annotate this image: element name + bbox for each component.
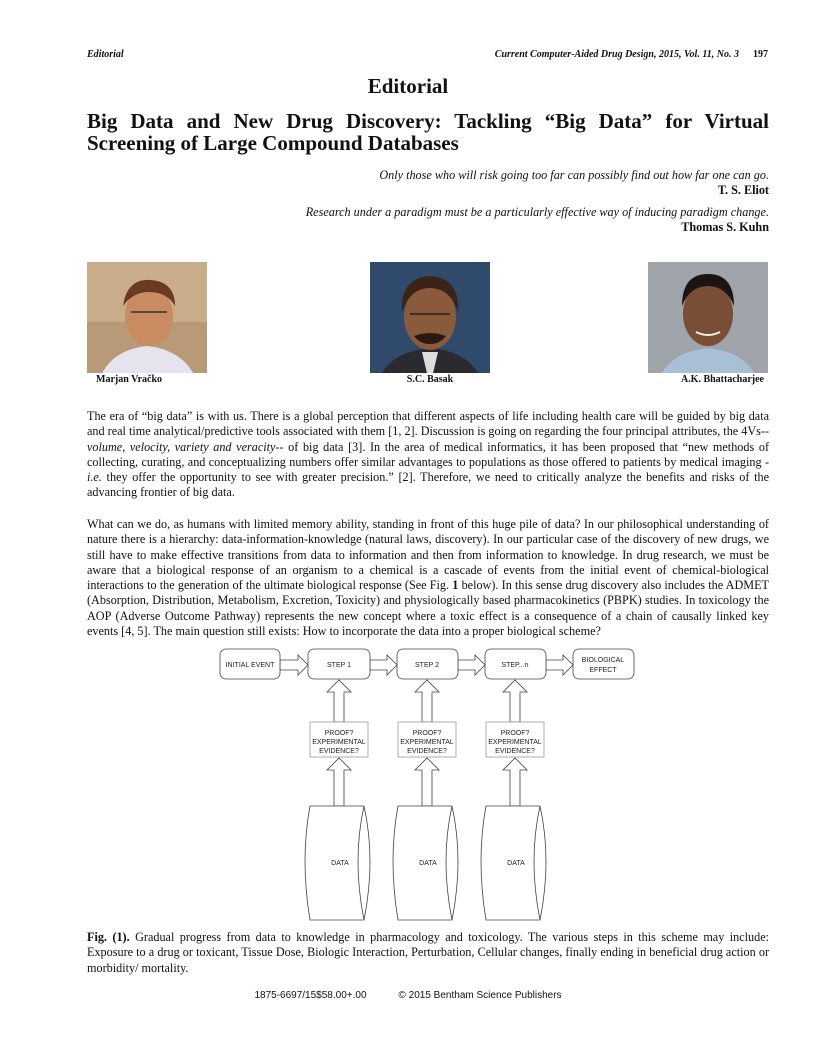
epigraph-1 (87, 168, 769, 198)
portrait-image (87, 262, 207, 386)
page-number: 197 (753, 49, 768, 60)
article-title: Big Data and New Drug Discovery: Tackling “Big Data” for Virtual Screening of Large Compound Databases (87, 109, 769, 155)
portrait-image (648, 262, 768, 386)
arrow-up-icon (415, 680, 439, 722)
portrait-image (370, 262, 490, 386)
proof-label: PROOF? (500, 730, 530, 737)
journal-citation: Current Computer-Aided Drug Design, 2015, Vol. 11, No. 3 (494, 49, 739, 60)
epigraph-2 (87, 205, 769, 235)
issn-price: 1875-6697/15$58.00+.00 (254, 990, 367, 1001)
arrow-up-icon (327, 680, 351, 722)
quote-text: Only those who will risk going too far can possibly find out how far one can go. (379, 168, 769, 182)
running-header-left: Editorial (87, 49, 124, 60)
section-heading: Editorial (367, 74, 449, 98)
author-photo-bhattacharjee (648, 262, 768, 386)
arrow-right-icon (370, 655, 397, 675)
running-header-right (495, 49, 768, 60)
step-2-label: STEP 2 (415, 662, 439, 669)
photo-caption: A.K. Bhattacharjee (648, 373, 768, 386)
proof-label: PROOF? (412, 730, 442, 737)
caption-text: Gradual progress from data to knowledge in pharmacology and toxicology. The various steps in this scheme may include: Exposure to a drug or toxicant, Tissue Dose, Biologic Interaction, Perturbation, Cellular changes, finally ending in beneficial drug action or morbidity/ mortality. (87, 930, 769, 975)
proof-label: EVIDENCE? (319, 748, 359, 755)
author-photo-vracko (87, 262, 207, 386)
caption-label: Fig. (1). (87, 930, 130, 944)
data-label: DATA (331, 860, 349, 867)
step-1-label: STEP 1 (327, 662, 351, 669)
data-label: DATA (419, 860, 437, 867)
quote-author: Thomas S. Kuhn (681, 220, 769, 234)
proof-label: EXPERIMENTAL (312, 739, 366, 746)
arrow-right-icon (458, 655, 485, 675)
quote-author: T. S. Eliot (717, 183, 769, 197)
arrow-up-icon (503, 758, 527, 806)
biological-effect-label: EFFECT (589, 667, 617, 674)
initial-event-label: INITIAL EVENT (225, 662, 275, 669)
text-run-italic: volume, velocity, variety and veracity (87, 439, 276, 454)
figure-caption (87, 930, 769, 976)
arrow-right-icon (280, 655, 308, 675)
arrow-up-icon (327, 758, 351, 806)
text-run: below). In this sense drug discovery also includes the ADMET (Absorption, Distribution, Metabolism, Excretion, Toxicity) and physiologically based pharmacokinetics (PBPK) studies. In toxicology the AOP (Adverse Outcome Pathway) represents the new concept where a toxic effect is a consequence of a chain of causally linked key events [4, 5]. The main question still exists: How to incorporate the data into a proper biological scheme? (87, 578, 769, 639)
text-run: The era of “big data” is with us. There is a global perception that different aspects of life including health care will be guided by big data and real time analytical/predictive tools associated with them [1, 2]. Discussion is going on regarding the four principal attributes, the 4Vs-- (87, 409, 769, 439)
text-run-italic: i.e. (87, 470, 102, 485)
body-paragraph-2 (87, 517, 769, 639)
arrow-right-icon (546, 655, 573, 675)
biological-effect-label: BIOLOGICAL (581, 657, 625, 664)
text-run: they offer the opportunity to see with greater precision.” [2]. Therefore, we need to critically analyze the benefits and risks of the advancing frontier of big data. (87, 470, 769, 500)
page-footer (0, 990, 816, 1001)
arrow-up-icon (503, 680, 527, 722)
copyright: © 2015 Bentham Science Publishers (398, 990, 562, 1001)
figure-reference: 1 (452, 578, 459, 593)
author-photo-basak (370, 262, 490, 386)
proof-label: EVIDENCE? (495, 748, 535, 755)
proof-label: EXPERIMENTAL (400, 739, 454, 746)
proof-label: EVIDENCE? (407, 748, 447, 755)
figure-1-diagram (210, 640, 640, 930)
data-label: DATA (507, 860, 525, 867)
text-run: What can we do, as humans with limited memory ability, standing in front of this huge pile of data? In our philosophical understanding of nature there is a hierarchy: data-information-knowledge (natural laws, discovery). In our particular case of the discovery of new drugs, we still have to make effective transitions from data to information and then from information to knowledge. In drug research, we must be aware that a biological response of an organism to a chemical is a cascade of events from the initial event of chemical-biological interactions to the generation of the ultimate biological response (See Fig. (87, 517, 769, 593)
arrow-up-icon (415, 758, 439, 806)
proof-label: EXPERIMENTAL (488, 739, 542, 746)
proof-label: PROOF? (324, 730, 354, 737)
quote-text: Research under a paradigm must be a particularly effective way of inducing paradigm change. (305, 205, 769, 219)
photo-caption: Marjan Vračko (87, 373, 207, 386)
biological-effect-box (573, 649, 634, 679)
step-n-label: STEP...n (501, 662, 529, 669)
photo-caption: S.C. Basak (370, 373, 490, 386)
body-paragraph-1 (87, 409, 769, 501)
text-run: -- of big data [3]. In the area of medical informatics, it has been proposed that “new methods of collecting, curating, and conceptualizing numbers offer similar advantages to populations as those offered to patients by medical imaging - (87, 439, 770, 469)
